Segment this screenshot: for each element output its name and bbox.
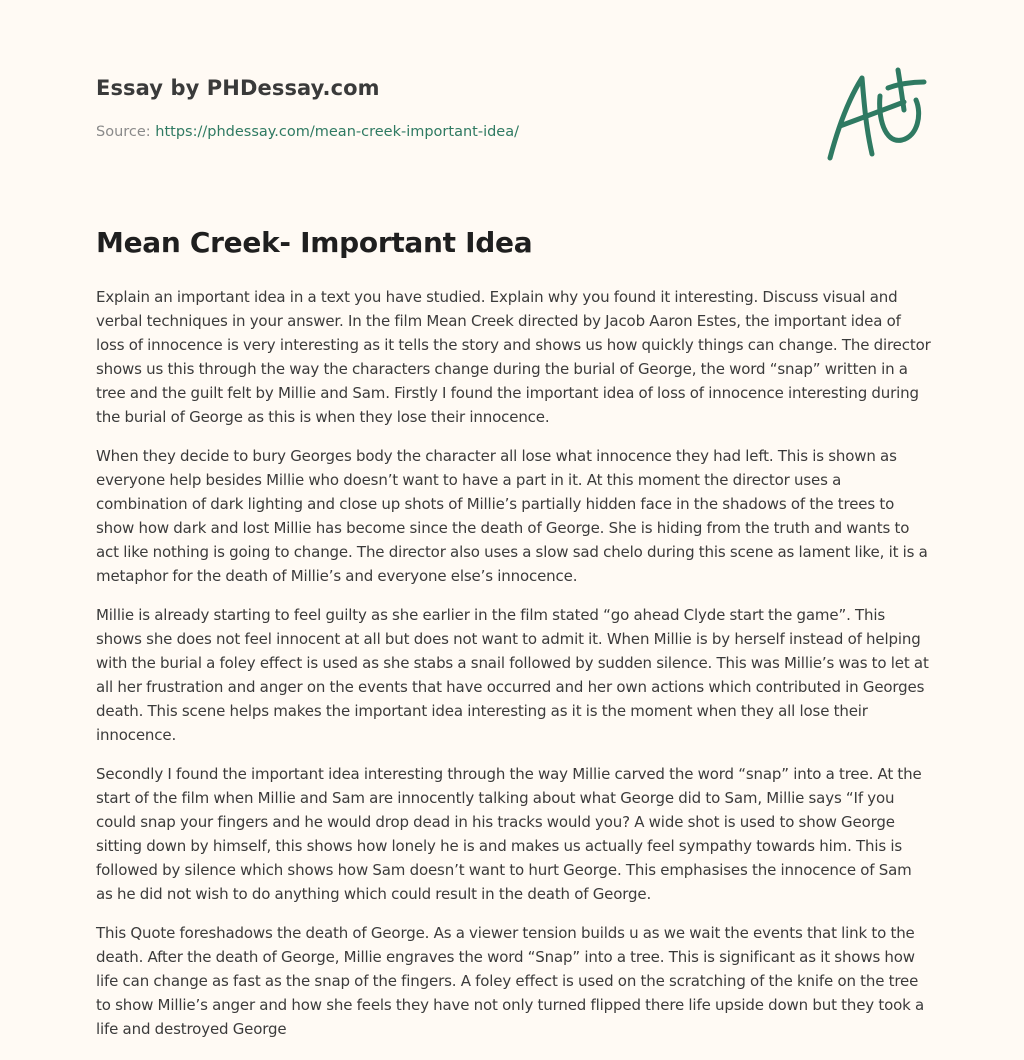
source-line <box>96 124 519 140</box>
essay-body <box>96 285 932 1056</box>
essay-paragraph: Millie is already starting to feel guilty as she earlier in the film stated “go ahead Clyde start the game”. This shows she does not feel innocent at all but does not want to admit it. When Millie is by herself instead of helping with the burial a foley effect is used as she stabs a snail followed by sudden silence. This was Millie’s was to let at all her frustration and anger on the events that have occurred and her own actions which contributed in Georges death. This scene helps makes the important idea interesting as it is the moment when they all lose their innocence. <box>96 606 929 744</box>
essay-paragraph: Explain an important idea in a text you have studied. Explain why you found it interesting. Discuss visual and verbal techniques in your answer. In the film Mean Creek directed by Jacob Aaron Estes, the important idea of loss of innocence is very interesting as it tells the story and shows us how quickly things can change. The director shows us this through the way the characters change during the burial of George, the word “snap” written in a tree and the guilt felt by Millie and Sam. Firstly I found the important idea of loss of innocence interesting during the burial of George as this is when they lose their innocence. <box>96 288 931 426</box>
a-plus-logo-icon <box>818 66 930 166</box>
essay-paragraph: This Quote foreshadows the death of George. As a viewer tension builds u as we wait the events that link to the death. After the death of George, Millie engraves the word “Snap” into a tree. This is significant as it shows how life can change as fast as the snap of the fingers. A foley effect is used on the scratching of the knife on the tree to show Millie’s anger and how she feels they have not only turned flipped there life upside down but they took a life and destroyed George <box>96 924 925 1038</box>
source-link[interactable]: https://phdessay.com/mean-creek-important-idea/ <box>155 124 519 140</box>
essay-paragraph: When they decide to bury Georges body the character all lose what innocence they had left. This is shown as everyone help besides Millie who doesn’t want to have a part in it. At this moment the director uses a combination of dark lighting and close up shots of Millie’s partially hidden face in the shadows of the trees to show how dark and lost Millie has become since the death of George. She is hiding from the truth and wants to act like nothing is going to change. The director also uses a slow sad chelo during this scene as lament like, it is a metaphor for the death of Millie’s and everyone else’s innocence. <box>96 447 928 585</box>
source-label: Source: <box>96 124 151 140</box>
page-title: Mean Creek- Important Idea <box>96 226 533 259</box>
site-brand: Essay by PHDessay.com <box>96 76 380 100</box>
essay-paragraph: Secondly I found the important idea interesting through the way Millie carved the word “snap” into a tree. At the start of the film when Millie and Sam are innocently talking about what George did to Sam, Millie says “If you could snap your fingers and he would drop dead in his tracks would you? A wide shot is used to show George sitting down by himself, this shows how lonely he is and makes us actually feel sympathy towards him. This is followed by silence which shows how Sam doesn’t want to hurt George. This emphasises the innocence of Sam as he did not wish to do anything which could result in the death of George. <box>96 765 922 903</box>
